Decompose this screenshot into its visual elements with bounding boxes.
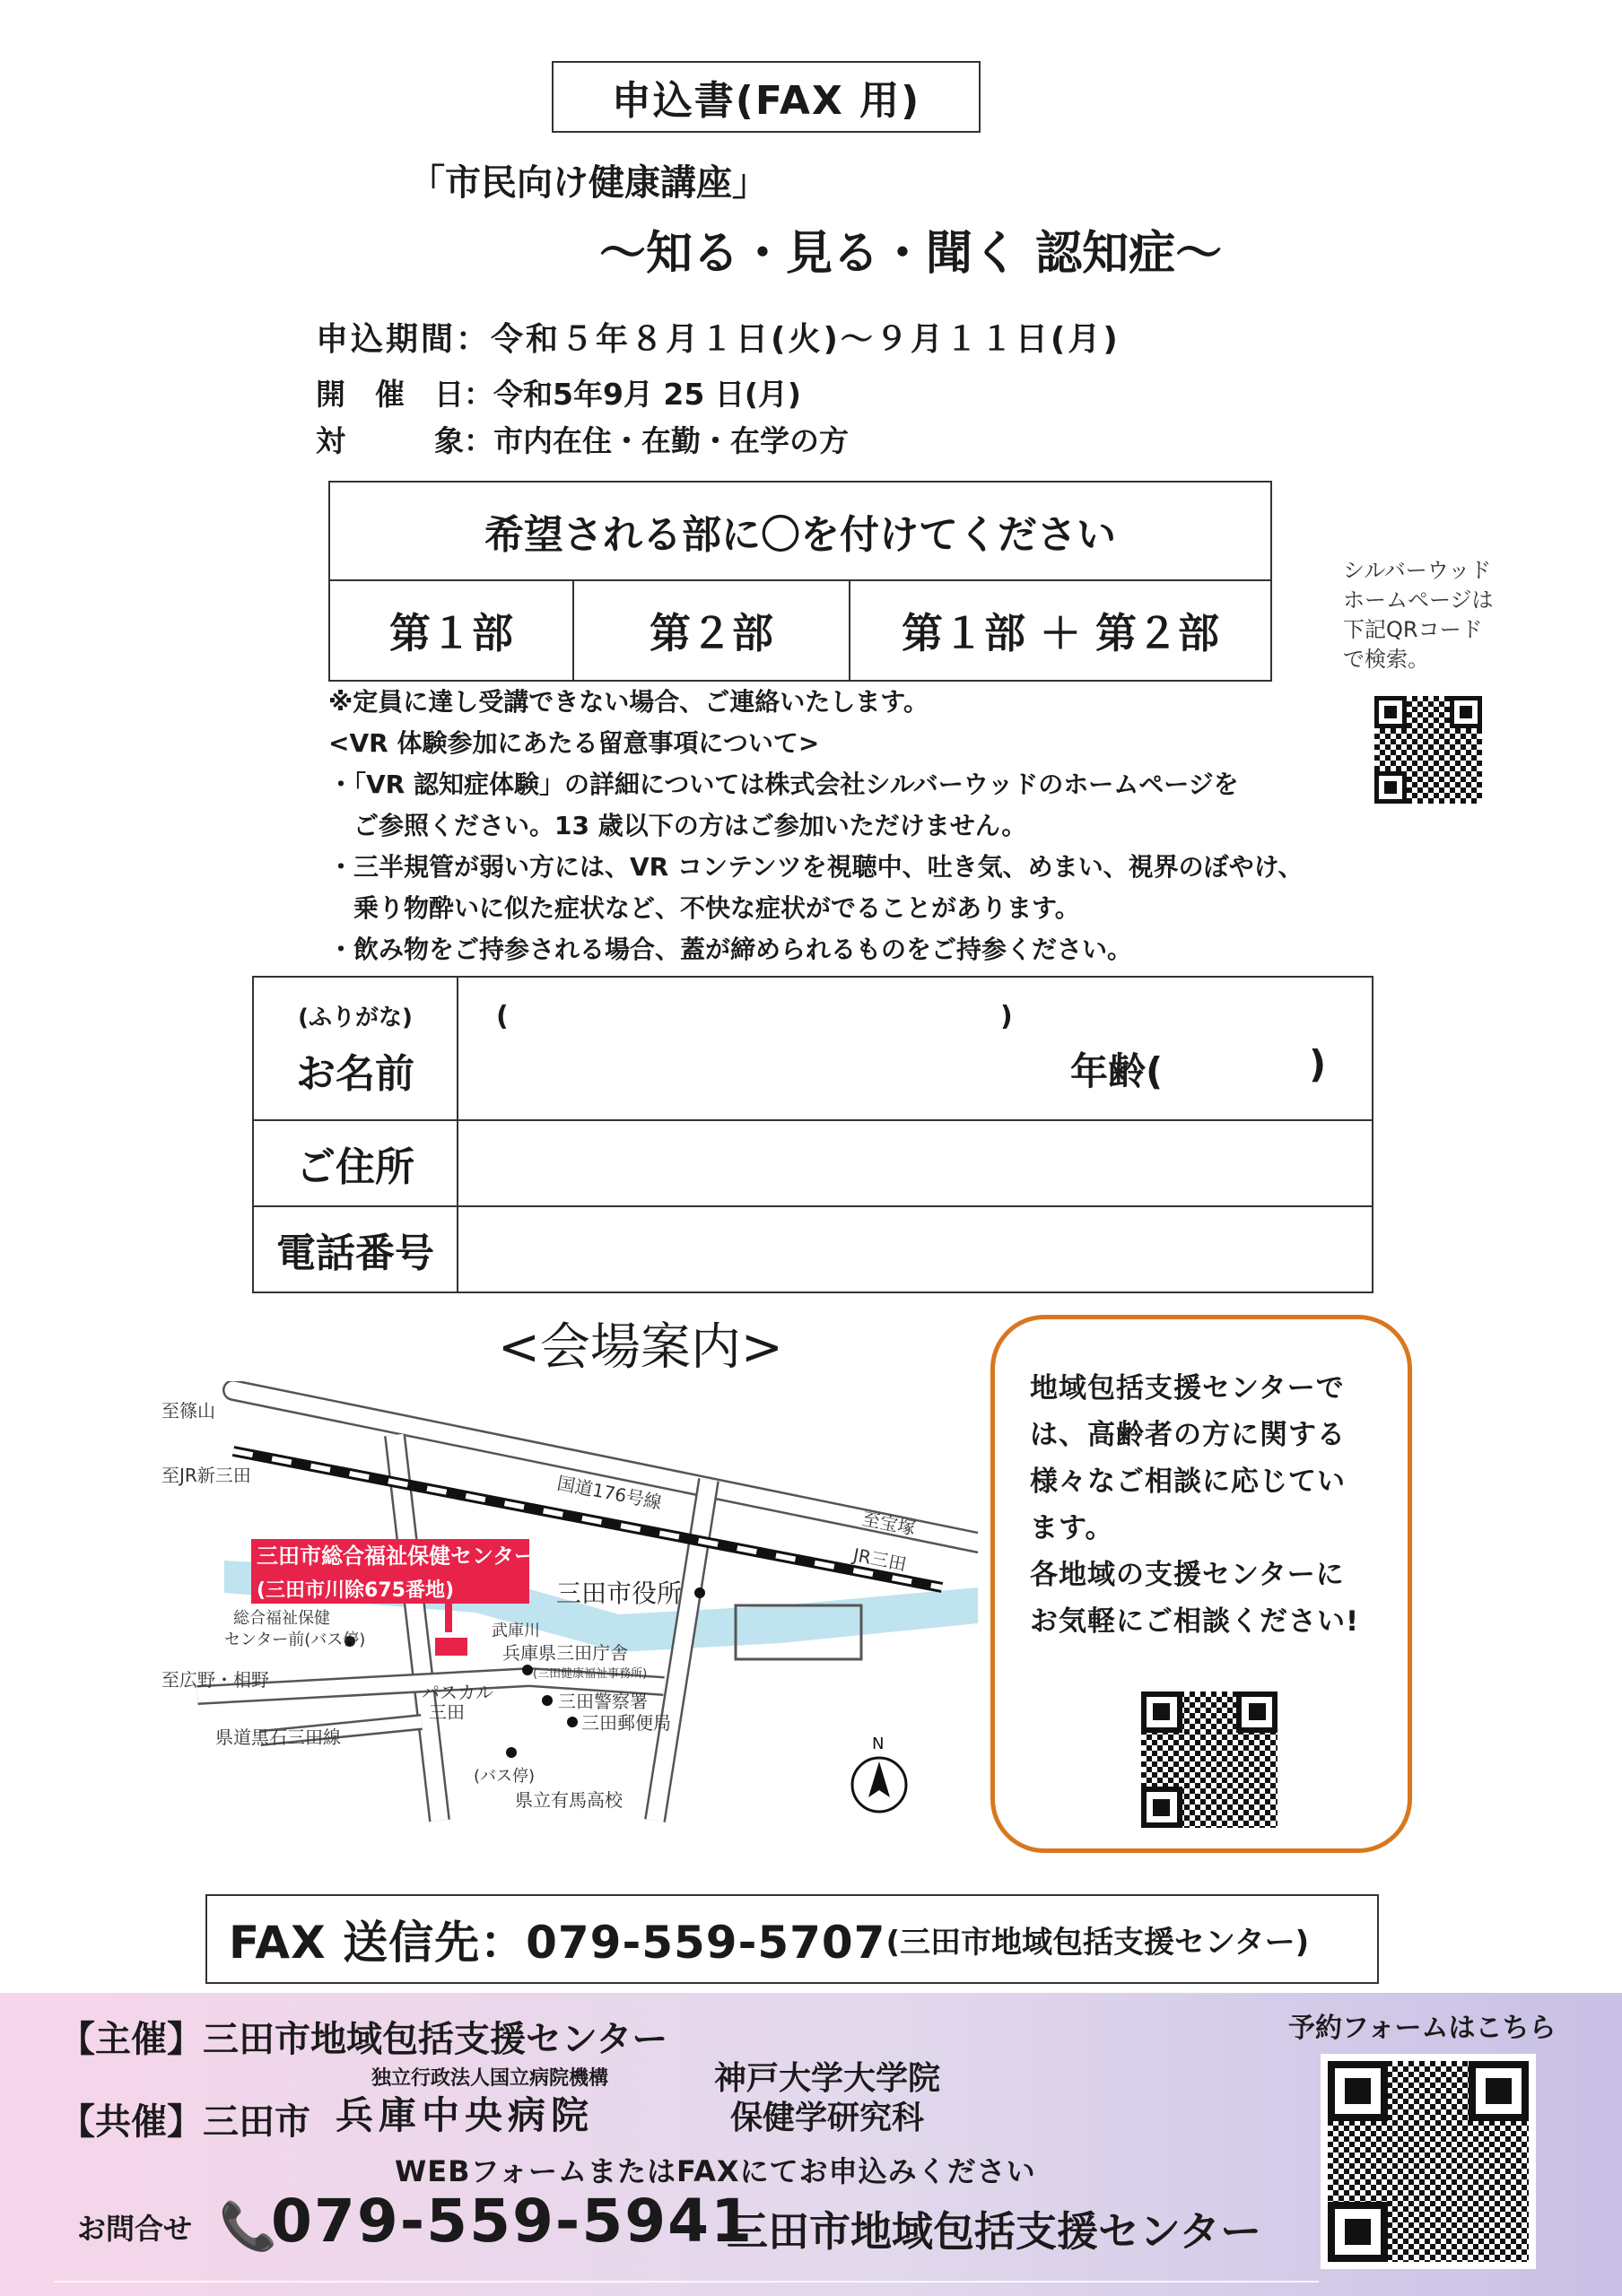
label-bus2: (バス停): [474, 1767, 536, 1786]
support-line: 様々なご相談に応じてい: [1030, 1465, 1346, 1498]
note-line: ご参照ください。13 歳以下の方はご参加いただけません。: [328, 811, 1027, 840]
address-field[interactable]: [458, 1120, 1373, 1206]
target-value: 市内在住・在勤・在学の方: [493, 423, 849, 458]
qr-finder: [1450, 696, 1482, 728]
police-dot: [542, 1695, 553, 1706]
label-kuromi: 県道黒石三田線: [215, 1726, 341, 1748]
web-apply-note: WEBフォームまたはFAXにてお申込みください: [395, 2154, 1036, 2188]
choice-session-both[interactable]: 第１部 ＋ 第２部: [850, 580, 1271, 681]
note-line: ・飲み物をご持参される場合、蓋が締められるものをご持参ください。: [328, 935, 1133, 964]
qr-finder: [1141, 1692, 1182, 1733]
event-date: [316, 371, 801, 413]
fax-recipient: (三田市地域包括支援センター): [885, 1924, 1310, 1961]
reservation-form-label: 予約フォームはこちら: [1288, 2013, 1557, 2044]
label-hirono: 至広野・相野: [161, 1669, 269, 1691]
qr-finder: [1469, 2061, 1529, 2121]
label-school: 県立有馬高校: [515, 1789, 623, 1811]
label-venue-addr: (三田市川除675番地): [257, 1579, 455, 1602]
city-hall-dot: [694, 1587, 705, 1598]
note-line: ・「VR 認知症体験」の詳細については株式会社シルバーウッドのホームページを: [328, 770, 1239, 799]
prefectural-office-dot: [522, 1665, 533, 1675]
name-label: お名前: [296, 1050, 414, 1097]
furigana-paren-open: (: [496, 1001, 509, 1032]
support-line: は、高齢者の方に関する: [1030, 1419, 1346, 1451]
side-note-line: ホームページは: [1343, 587, 1494, 613]
venue-marker: [435, 1638, 467, 1656]
application-period: [316, 314, 1121, 360]
support-line: お気軽にご相談ください!: [1030, 1605, 1360, 1638]
qr-finder: [1236, 1692, 1278, 1733]
age-label: 年齢(: [1070, 1049, 1164, 1093]
label-bus-stop2: センター前(バス停): [224, 1631, 366, 1649]
reservation-form-qr-code[interactable]: [1321, 2054, 1536, 2269]
label-pref-office-sub: (三田健康福祉事務所): [533, 1667, 648, 1681]
label-pascal2: 三田: [429, 1701, 465, 1723]
period-label: 申込期間：: [316, 321, 492, 358]
side-note-line: 下記QRコード: [1343, 617, 1483, 642]
inquiry-label: お問合せ: [77, 2212, 193, 2246]
furigana-label: (ふりがな): [298, 1004, 413, 1031]
target-label: 対 象：: [316, 423, 493, 458]
date-label: 開 催 日：: [316, 377, 493, 412]
hospital-name: 兵庫中央病院: [336, 2093, 595, 2137]
label-bus-stop: 総合福祉保健: [233, 1609, 330, 1628]
footer-divider: [54, 2281, 1319, 2283]
hospital-org: 独立行政法人国立病院機構: [371, 2067, 609, 2090]
label-route176: 国道176号線: [555, 1472, 664, 1514]
bus-stop2-dot: [506, 1747, 517, 1758]
qr-finder: [1374, 771, 1407, 804]
application-form: [252, 976, 1373, 1293]
lecture-theme: ～知る・見る・聞く 認知症～: [599, 227, 1223, 281]
note-line: ・三半規管が弱い方には、VR コンテンツを視聴中、吐き気、めまい、視界のぼやけ、: [328, 852, 1304, 882]
period-value: 令和５年８月１日(火)～９月１１日(月): [491, 321, 1121, 358]
note-line: ※定員に達し受講できない場合、ご連絡いたします。: [328, 687, 929, 717]
phone-label: 電話番号: [253, 1206, 458, 1292]
inquiry-phone[interactable]: 079-559-5941: [271, 2187, 754, 2256]
fax-number: FAX 送信先：079-559-5707: [229, 1917, 886, 1969]
label-takarazuka: 至宝塚: [860, 1508, 918, 1540]
label-venue-name: 三田市総合福祉保健センター: [257, 1544, 536, 1569]
phone-icon: 📞: [219, 2200, 277, 2254]
support-line: 各地域の支援センターに: [1030, 1559, 1345, 1591]
venue-map: [153, 1381, 978, 1830]
inquiry-org: 三田市地域包括支援センター: [727, 2207, 1262, 2256]
label-takedogawa: 武庫川: [492, 1622, 540, 1640]
label-jr-sanda: JR三田: [851, 1544, 909, 1576]
session-choice-table: [328, 481, 1272, 682]
label-post: 三田郵便局: [581, 1712, 671, 1734]
phone-field[interactable]: [458, 1206, 1373, 1292]
support-center-qr-code[interactable]: [1141, 1692, 1278, 1828]
silverwood-note: [1343, 556, 1494, 674]
label-city-hall: 三田市役所: [556, 1578, 683, 1608]
name-field[interactable]: [458, 977, 1373, 1120]
page-title: 申込書(FAX 用): [552, 61, 981, 133]
note-line: <VR 体験参加にあたる留意事項について>: [328, 728, 820, 758]
qr-finder: [1141, 1787, 1182, 1828]
label-police: 三田警察署: [558, 1691, 648, 1712]
age-paren-close: ): [1309, 1042, 1327, 1086]
support-line: ます。: [1030, 1512, 1114, 1544]
qr-finder: [1328, 2061, 1388, 2121]
co-organizer-label: 【共催】三田市: [59, 2101, 310, 2143]
notes-block: [328, 682, 1303, 970]
address-label: ご住所: [253, 1120, 458, 1206]
label-jr-shinsanda: 至JR新三田: [161, 1465, 251, 1486]
north-arrow: [868, 1761, 890, 1797]
qr-finder: [1374, 696, 1407, 728]
choice-session-1[interactable]: 第１部: [329, 580, 573, 681]
silverwood-qr-code[interactable]: [1374, 696, 1482, 804]
target-audience: [316, 418, 849, 460]
qr-finder: [1328, 2202, 1388, 2262]
date-value: 令和5年9月 25 日(月): [493, 377, 801, 412]
post-office-dot: [567, 1717, 578, 1727]
venue-map-title: <会場案内>: [498, 1318, 783, 1377]
support-center-text: [1030, 1365, 1359, 1645]
label-pascal: パスカル: [422, 1682, 493, 1703]
side-note-line: シルバーウッド: [1343, 558, 1492, 583]
university-line: 神戸大学大学院: [714, 2060, 941, 2097]
fax-destination: [205, 1894, 1379, 1984]
lecture-name: 「市民向け健康講座」: [409, 162, 768, 204]
choice-header: 希望される部に〇を付けてください: [329, 482, 1271, 580]
note-line: 乗り物酔いに似た症状など、不快な症状がでることがあります。: [328, 893, 1080, 923]
university-line: 保健学研究科: [730, 2100, 925, 2136]
name-label-cell: [253, 977, 458, 1120]
label-pref-office: 兵庫県三田庁舎: [502, 1642, 628, 1664]
furigana-paren-close: ): [1000, 1001, 1013, 1032]
side-note-line: で検索。: [1343, 647, 1429, 672]
label-sasayama: 至篠山: [161, 1400, 215, 1422]
organizer: 【主催】三田市地域包括支援センター: [59, 2019, 668, 2060]
university: [714, 2059, 940, 2138]
choice-session-2[interactable]: 第２部: [573, 580, 850, 681]
label-north: N: [872, 1735, 885, 1753]
support-line: 地域包括支援センターで: [1030, 1372, 1345, 1405]
